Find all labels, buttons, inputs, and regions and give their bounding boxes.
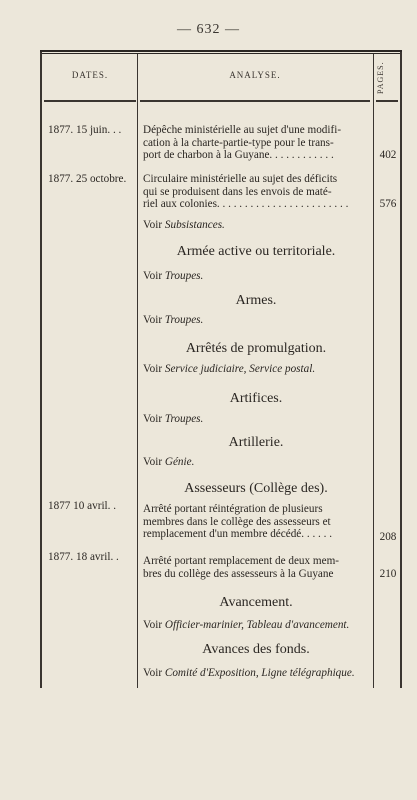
section-heading: Armée active ou territoriale. <box>176 244 336 259</box>
top-rule <box>40 50 402 54</box>
entry-line: Arrêté portant remplacement de deux mem- <box>143 555 340 567</box>
section-heading: Armes. <box>235 293 277 308</box>
entry-page: 210 <box>379 568 397 580</box>
voir-target: Officier-marinier, Tableau d'avancement. <box>164 619 350 631</box>
entry-line: bres du collège des assesseurs à la Guyane <box>143 567 334 580</box>
voir-label: Voir <box>143 314 163 326</box>
voir-label: Voir <box>143 270 163 282</box>
page-number: — 632 — <box>177 22 240 37</box>
entry-line: port de charbon à la Guyane. . . . . . . . . . . . <box>143 149 334 161</box>
entry-analysis <box>143 503 371 541</box>
entry-page: 576 <box>379 198 397 210</box>
entry-line: membres dans le collège des assesseurs et <box>143 515 331 528</box>
entry-page: 402 <box>379 149 397 161</box>
entry-line: Dépêche ministérielle au sujet d'une modifi- <box>143 124 342 136</box>
cross-reference <box>143 363 315 375</box>
voir-target: Service judiciaire, Service postal. <box>164 363 316 375</box>
cross-reference <box>143 314 203 326</box>
cross-reference <box>143 619 349 631</box>
voir-target: Troupes. <box>164 270 204 282</box>
section-heading: Arrêtés de promulgation. <box>185 341 327 356</box>
voir-target: Troupes. <box>164 413 204 425</box>
cross-reference <box>143 413 203 425</box>
section-heading: Artifices. <box>229 391 283 406</box>
voir-target: Subsistances. <box>164 219 225 231</box>
left-border <box>40 52 42 688</box>
entry-line: riel aux colonies. . . . . . . . . . . . . . . . . . . . . . . . <box>143 198 349 210</box>
section-heading: Avances des fonds. <box>202 642 310 657</box>
entry-date: 1877 10 avril. . <box>48 500 117 512</box>
voir-label: Voir <box>143 413 163 425</box>
entry-page: 208 <box>379 531 397 543</box>
entry-analysis <box>143 124 371 162</box>
voir-label: Voir <box>143 667 163 679</box>
index-table <box>40 50 402 690</box>
voir-target: Troupes. <box>164 314 204 326</box>
entry-line: Arrêté portant réintégration de plusieurs <box>143 503 323 515</box>
voir-label: Voir <box>143 619 163 631</box>
header-rule <box>376 100 398 102</box>
entry-date: 1877. 15 juin. . . <box>48 124 122 136</box>
cross-reference <box>143 219 225 231</box>
header-dates: DATES. <box>71 70 109 80</box>
section-heading: Avancement. <box>219 595 293 610</box>
voir-label: Voir <box>143 219 163 231</box>
entry-line: remplacement d'un membre décédé. . . . . . <box>143 528 333 540</box>
header-analyse: ANALYSE. <box>229 70 281 80</box>
column-divider-pages <box>373 54 374 688</box>
entry-line: Circulaire ministérielle au sujet des déficits <box>143 173 338 185</box>
right-border <box>400 52 402 688</box>
voir-target: Comité d'Exposition, Ligne télégraphique. <box>164 667 355 679</box>
section-heading: Artillerie. <box>228 435 284 450</box>
entry-analysis <box>143 555 371 580</box>
voir-label: Voir <box>143 456 163 468</box>
entry-analysis <box>143 173 371 211</box>
entry-date: 1877. 18 avril. . <box>48 551 119 563</box>
header-rule <box>44 100 136 102</box>
voir-target: Génie. <box>164 456 195 468</box>
voir-label: Voir <box>143 363 163 375</box>
header-rule <box>140 100 370 102</box>
section-heading: Assesseurs (Collège des). <box>184 481 328 496</box>
entry-date: 1877. 25 octobre. <box>48 173 127 185</box>
entry-line: cation à la charte-partie-type pour le trans- <box>143 136 334 149</box>
cross-reference <box>143 667 355 679</box>
cross-reference <box>143 456 194 468</box>
entry-line: qui se produisent dans les envois de maté- <box>143 185 332 198</box>
cross-reference <box>143 270 203 282</box>
header-pages: PAGES. <box>376 61 385 95</box>
column-divider-dates <box>137 54 138 688</box>
